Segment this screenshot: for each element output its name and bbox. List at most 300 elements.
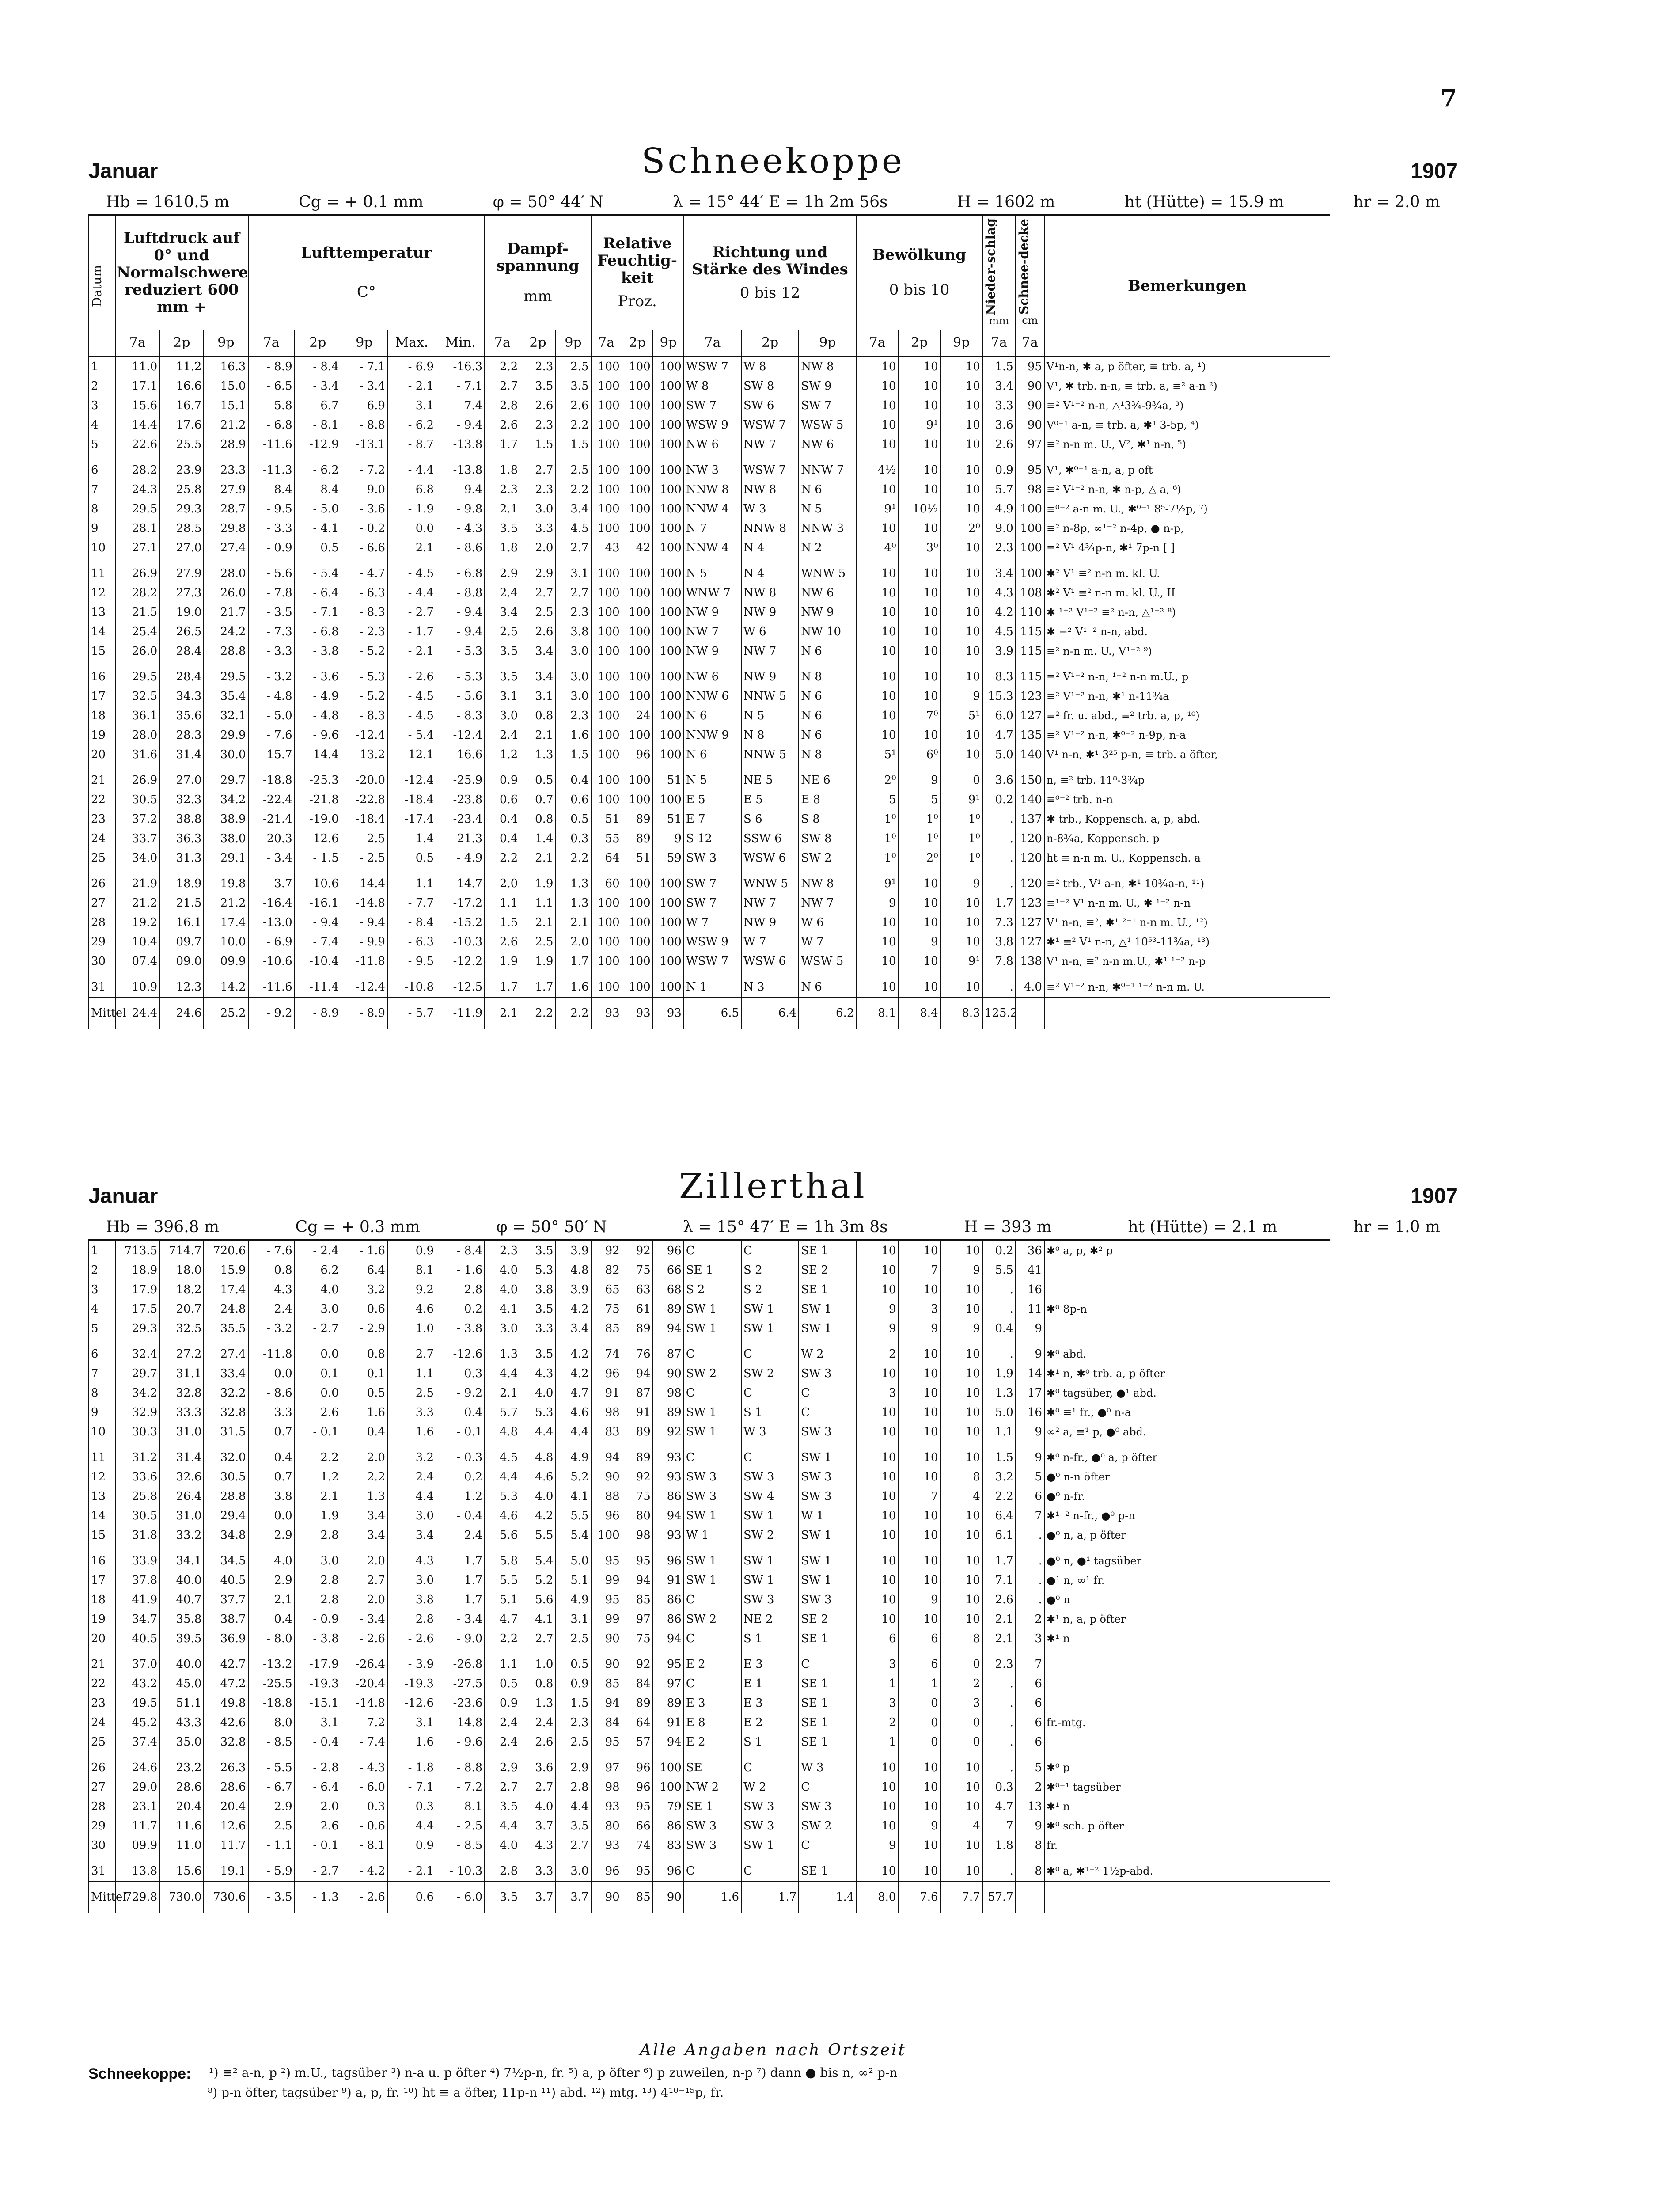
table-cell: 83 xyxy=(591,1422,622,1442)
table-cell: 37.7 xyxy=(204,1590,248,1609)
table-cell: - 3.4 xyxy=(295,376,341,396)
table-cell: 5.2 xyxy=(555,1467,591,1487)
table-cell: 93 xyxy=(653,1442,684,1467)
table-cell: 3.4 xyxy=(982,376,1016,396)
col-schneedecke: Schnee-decke cm xyxy=(1016,215,1044,330)
table-cell: 2.1 xyxy=(555,913,591,932)
table-cell: 3.4 xyxy=(520,641,555,661)
table-cell: 21 xyxy=(89,1648,115,1674)
table-cell: 100 xyxy=(653,603,684,622)
table-cell: 10 xyxy=(898,1836,940,1855)
table-cell: 1.6 xyxy=(387,1732,436,1752)
table-cell: 15.6 xyxy=(115,396,159,415)
table-cell: 18.9 xyxy=(159,868,204,893)
table-cell: 29.0 xyxy=(115,1777,159,1797)
table-cell: - 1.5 xyxy=(295,848,341,868)
table-cell: 25 xyxy=(89,848,115,868)
table-cell: 76 xyxy=(622,1338,653,1364)
table-cell: 1⁰ xyxy=(856,848,898,868)
table-cell: SW 1 xyxy=(684,1506,741,1526)
table-cell: 2.3 xyxy=(485,480,520,499)
table-cell: 96 xyxy=(591,1364,622,1383)
table-cell: 1.8 xyxy=(485,538,520,558)
table-cell: 3.5 xyxy=(520,1299,555,1319)
table-cell: - 3.3 xyxy=(248,641,295,661)
table-cell: 32.2 xyxy=(204,1383,248,1403)
table-cell: 88 xyxy=(591,1487,622,1506)
table-cell: ≡² trb., V¹ a-n, ✱¹ 10¾a-n, ¹¹) xyxy=(1044,868,1330,893)
table-cell: 89 xyxy=(653,1299,684,1319)
table-cell: 100 xyxy=(591,745,622,764)
table-cell: WSW 9 xyxy=(684,415,741,435)
table-cell: - 3.5 xyxy=(248,1881,295,1913)
table-cell: 12 xyxy=(89,583,115,603)
table-cell: C xyxy=(799,1777,856,1797)
table-cell: 2.0 xyxy=(555,932,591,952)
table-cell: - 2.5 xyxy=(436,1816,485,1836)
table-cell: SW 1 xyxy=(684,1299,741,1319)
table-cell: 115 xyxy=(1016,661,1044,687)
table-cell: 98 xyxy=(653,1383,684,1403)
table-cell: 25.8 xyxy=(115,1487,159,1506)
table-row xyxy=(89,913,1330,932)
table-cell: 100 xyxy=(591,661,622,687)
table-cell: W 6 xyxy=(799,913,856,932)
table-cell: ✱⁰ 8p-n xyxy=(1044,1299,1330,1319)
table-cell: 0.3 xyxy=(555,829,591,848)
table-cell: ≡² V¹⁻² n-n, ✱¹ n-11¾a xyxy=(1044,687,1330,706)
table-cell: 4.1 xyxy=(485,1299,520,1319)
table-cell: 9 xyxy=(653,829,684,848)
table-cell: 100 xyxy=(653,435,684,454)
table-cell: ●⁰ n, a, p öfter xyxy=(1044,1526,1330,1545)
table-cell: - 4.3 xyxy=(436,519,485,538)
table-cell: 4.3 xyxy=(387,1545,436,1571)
table-cell: 20.4 xyxy=(204,1797,248,1816)
table-cell: 23.2 xyxy=(159,1752,204,1777)
table-cell: 10 xyxy=(899,641,940,661)
table-cell: 74 xyxy=(622,1836,653,1855)
table-cell: 3.4 xyxy=(341,1526,387,1545)
table-cell: NNW 5 xyxy=(741,687,799,706)
table-cell: 10 xyxy=(856,1280,898,1299)
table-cell: - 5.3 xyxy=(436,641,485,661)
table-cell: 63 xyxy=(622,1280,653,1299)
table-cell: E 2 xyxy=(684,1648,741,1674)
table-cell: 4½ xyxy=(856,454,898,480)
table-cell: 89 xyxy=(622,1319,653,1338)
table-cell: - 9.5 xyxy=(387,952,436,971)
table-cell: 10 xyxy=(856,641,898,661)
station-params xyxy=(88,190,1458,214)
table-cell: 21.2 xyxy=(204,415,248,435)
table-cell: 729.8 xyxy=(115,1881,159,1913)
table-row xyxy=(89,1855,1330,1881)
table-cell: - 3.8 xyxy=(295,1629,341,1648)
table-cell: - 8.0 xyxy=(248,1629,295,1648)
table-cell: 90 xyxy=(1016,376,1044,396)
table-cell: 15.9 xyxy=(204,1260,248,1280)
table-cell: NW 8 xyxy=(741,480,799,499)
table-cell: 100 xyxy=(622,764,653,790)
table-cell: 100 xyxy=(622,725,653,745)
table-cell: 6 xyxy=(89,1338,115,1364)
table-cell: 75 xyxy=(622,1260,653,1280)
table-cell: 2.3 xyxy=(520,415,555,435)
table-cell: N 6 xyxy=(799,725,856,745)
table-cell: S 1 xyxy=(741,1629,799,1648)
table-cell: 8 xyxy=(1016,1855,1044,1881)
table-cell: N 5 xyxy=(684,558,741,583)
table-cell: 2.5 xyxy=(248,1816,295,1836)
table-cell: 9 xyxy=(1016,1338,1044,1364)
table-cell: 91 xyxy=(653,1713,684,1732)
table-cell: - 4.9 xyxy=(295,687,341,706)
table-cell: 2.6 xyxy=(295,1816,341,1836)
table-cell: 16 xyxy=(1016,1403,1044,1422)
table-cell: 8 xyxy=(940,1629,982,1648)
table-cell: 10 xyxy=(899,661,940,687)
table-cell: SW 1 xyxy=(684,1319,741,1338)
table-cell: 35.8 xyxy=(159,1609,204,1629)
table-cell: 2.1 xyxy=(295,1487,341,1506)
param: Cg = + 0.3 mm xyxy=(295,1218,420,1236)
table-cell: -21.3 xyxy=(436,829,485,848)
table-cell: 40.0 xyxy=(159,1571,204,1590)
table-cell: 51.1 xyxy=(159,1693,204,1713)
table-cell: 2.8 xyxy=(295,1590,341,1609)
table-cell: 32.1 xyxy=(204,706,248,725)
table-cell: ✱⁰ n-fr., ●⁰ a, p öfter xyxy=(1044,1442,1330,1467)
table-cell: 28.3 xyxy=(159,725,204,745)
table-cell: 100 xyxy=(622,913,653,932)
table-cell: WNW 7 xyxy=(684,583,741,603)
param: H = 393 m xyxy=(964,1218,1052,1236)
table-cell: 7 xyxy=(1016,1506,1044,1526)
table-cell: 2.9 xyxy=(555,1752,591,1777)
table-cell: 10 xyxy=(940,1338,982,1364)
table-cell: 2.0 xyxy=(520,538,555,558)
table-cell: C xyxy=(741,1383,799,1403)
table-cell: 1.1 xyxy=(485,893,520,913)
table-cell: 10 xyxy=(899,583,940,603)
sub-7a: 7a xyxy=(115,330,159,357)
table-cell: - 2.7 xyxy=(295,1855,341,1881)
table-cell: 138 xyxy=(1016,952,1044,971)
table-cell: SE 2 xyxy=(799,1260,856,1280)
table-cell: - 9.4 xyxy=(295,913,341,932)
table-cell: 3.7 xyxy=(555,1881,591,1913)
table-cell: 33.9 xyxy=(115,1545,159,1571)
table-cell: SW 1 xyxy=(799,1571,856,1590)
table-cell: 16.6 xyxy=(159,376,204,396)
table-cell: W 1 xyxy=(799,1506,856,1526)
table-cell: 100 xyxy=(591,932,622,952)
table-cell: 10 xyxy=(898,1240,940,1261)
table-cell: 10 xyxy=(856,480,898,499)
table-cell: 10 xyxy=(940,396,982,415)
table-cell: 60 xyxy=(591,868,622,893)
table-cell: SW 3 xyxy=(799,1422,856,1442)
table-cell: 31.0 xyxy=(159,1422,204,1442)
table-cell: S 1 xyxy=(741,1403,799,1422)
table-cell: 100 xyxy=(653,706,684,725)
table-cell: 10 xyxy=(898,1545,940,1571)
table-cell: 3.4 xyxy=(387,1526,436,1545)
table-cell xyxy=(1044,1674,1330,1693)
table-cell: 93 xyxy=(653,997,684,1029)
table-cell: N 6 xyxy=(799,706,856,725)
table-cell: SW 3 xyxy=(741,1467,799,1487)
table-cell: 98 xyxy=(622,1526,653,1545)
table-cell: -18.4 xyxy=(387,790,436,809)
table-cell: 0.0 xyxy=(295,1383,341,1403)
year-label: 1907 xyxy=(1411,1184,1458,1208)
table-cell: N 6 xyxy=(684,745,741,764)
table-cell: SW 3 xyxy=(741,1816,799,1836)
table-cell: 0 xyxy=(898,1732,940,1752)
table-cell: 3.1 xyxy=(485,687,520,706)
table-cell: 4.1 xyxy=(555,1487,591,1506)
table-cell: -17.9 xyxy=(295,1648,341,1674)
table-cell: 14.4 xyxy=(115,415,159,435)
table-cell: N 8 xyxy=(741,725,799,745)
table-cell: 0.4 xyxy=(436,1403,485,1422)
table-cell: 40.7 xyxy=(159,1590,204,1609)
table-cell: 96 xyxy=(622,1777,653,1797)
table-cell: 10 xyxy=(856,583,898,603)
table-cell: SW 3 xyxy=(741,1590,799,1609)
table-cell: 10 xyxy=(856,971,898,997)
table-cell: - 4.5 xyxy=(387,706,436,725)
table-cell: SW 3 xyxy=(799,1590,856,1609)
table-cell: -12.6 xyxy=(436,1338,485,1364)
table-cell: 26.9 xyxy=(115,764,159,790)
table-cell: . xyxy=(982,1299,1016,1319)
table-cell: ✱⁰ sch. p öfter xyxy=(1044,1816,1330,1836)
table-cell: 2.9 xyxy=(248,1526,295,1545)
table-row xyxy=(89,376,1330,396)
table-cell: 100 xyxy=(591,706,622,725)
table-cell: C xyxy=(799,1383,856,1403)
table-cell: 4.3 xyxy=(520,1836,555,1855)
table-cell: 720.6 xyxy=(204,1240,248,1261)
table-row xyxy=(89,357,1330,376)
table-cell: 3.0 xyxy=(520,499,555,519)
table-cell: 19.0 xyxy=(159,603,204,622)
sub-7a: 7a xyxy=(248,330,295,357)
table-cell: 75 xyxy=(591,1299,622,1319)
table-cell: 10 xyxy=(856,558,898,583)
table-cell: 28.2 xyxy=(115,454,159,480)
table-cell: ≡² V¹⁻² n-n, ¹⁻² n-n m.U., p xyxy=(1044,661,1330,687)
table-cell: - 6.8 xyxy=(387,480,436,499)
sub-2p: 2p xyxy=(622,330,653,357)
table-cell: 100 xyxy=(622,603,653,622)
table-row xyxy=(89,558,1330,583)
table-cell: - 8.3 xyxy=(341,603,387,622)
table-cell: 4 xyxy=(89,1299,115,1319)
table-cell: 28.7 xyxy=(204,499,248,519)
table-cell: 94 xyxy=(653,1319,684,1338)
table-cell: 2.9 xyxy=(248,1571,295,1590)
table-cell: 10 xyxy=(940,1526,982,1545)
table-cell: SSW 6 xyxy=(741,829,799,848)
table-cell: 10 xyxy=(856,1855,898,1881)
table-cell: SE 1 xyxy=(684,1260,741,1280)
table-cell: - 6.4 xyxy=(295,1777,341,1797)
table-cell: 3.0 xyxy=(485,706,520,725)
table-cell: 17.9 xyxy=(115,1280,159,1299)
table-cell: 68 xyxy=(653,1280,684,1299)
table-cell: - 5.5 xyxy=(248,1752,295,1777)
table-cell: - 4.9 xyxy=(436,848,485,868)
table-cell: C xyxy=(741,1855,799,1881)
table-cell: 2.7 xyxy=(555,1836,591,1855)
table-cell: 10 xyxy=(940,376,982,396)
sub-7a: 7a xyxy=(856,330,898,357)
table-cell: 6 xyxy=(1016,1693,1044,1713)
table-cell: 31.5 xyxy=(204,1422,248,1442)
table-cell: 125.2 xyxy=(982,997,1016,1029)
table-cell: - 2.6 xyxy=(341,1881,387,1913)
table-cell: 100 xyxy=(591,1526,622,1545)
table-cell: -19.0 xyxy=(295,809,341,829)
table-cell: 1.7 xyxy=(520,971,555,997)
table-cell: 98 xyxy=(591,1403,622,1422)
table-cell: - 5.4 xyxy=(295,558,341,583)
table-cell: 2.3 xyxy=(520,480,555,499)
table-cell: 83 xyxy=(653,1836,684,1855)
table-cell: WSW 6 xyxy=(741,952,799,971)
table-cell: 10 xyxy=(940,480,982,499)
table-cell: - 8.3 xyxy=(341,706,387,725)
table-cell: 3 xyxy=(856,1693,898,1713)
table-cell: -23.4 xyxy=(436,809,485,829)
table-cell: 96 xyxy=(591,1855,622,1881)
table-row xyxy=(89,1629,1330,1648)
table-cell: 110 xyxy=(1016,603,1044,622)
table-cell: 90 xyxy=(1016,396,1044,415)
table-cell: ✱¹ n xyxy=(1044,1797,1330,1816)
table-cell: 1 xyxy=(856,1674,898,1693)
table-cell: 99 xyxy=(591,1571,622,1590)
table-cell: -13.0 xyxy=(248,913,295,932)
table-cell: 85 xyxy=(591,1674,622,1693)
table-row xyxy=(89,641,1330,661)
table-cell: 21.2 xyxy=(204,893,248,913)
sub-2p: 2p xyxy=(520,330,555,357)
table-cell: - 9.2 xyxy=(436,1383,485,1403)
table-cell: 64 xyxy=(622,1713,653,1732)
table-cell: -25.5 xyxy=(248,1674,295,1693)
table-cell: 21.2 xyxy=(115,893,159,913)
table-cell: 1.6 xyxy=(684,1881,741,1913)
table-cell: 4.6 xyxy=(485,1506,520,1526)
table-cell: 123 xyxy=(1016,687,1044,706)
table-cell: 64 xyxy=(591,848,622,868)
table-cell: 100 xyxy=(653,641,684,661)
table-cell: - 8.1 xyxy=(341,1836,387,1855)
table-cell: -20.3 xyxy=(248,829,295,848)
table-cell: 14 xyxy=(1016,1364,1044,1383)
table-cell: 10 xyxy=(899,396,940,415)
table-cell: - 7.4 xyxy=(341,1732,387,1752)
table-cell: - 0.3 xyxy=(436,1442,485,1467)
table-cell: - 2.1 xyxy=(387,1855,436,1881)
table-cell: 2.2 xyxy=(485,1629,520,1648)
table-cell: 6 xyxy=(1016,1732,1044,1752)
table-cell: 96 xyxy=(622,745,653,764)
table-row xyxy=(89,1403,1330,1422)
table-cell: -10.6 xyxy=(248,952,295,971)
table-cell: 11 xyxy=(89,1442,115,1467)
table-cell: 3.4 xyxy=(520,661,555,687)
table-row xyxy=(89,1836,1330,1855)
table-cell: 4.4 xyxy=(485,1816,520,1836)
table-cell: 3 xyxy=(856,1383,898,1403)
table-cell: C xyxy=(684,1674,741,1693)
table-cell: 10 xyxy=(898,1383,940,1403)
table-cell: - 0.9 xyxy=(295,1609,341,1629)
table-cell: 90 xyxy=(653,1881,684,1913)
table-cell: 0.2 xyxy=(436,1299,485,1319)
table-cell: 10 xyxy=(856,661,898,687)
table-cell: 4.2 xyxy=(555,1299,591,1319)
table-cell: 2.6 xyxy=(520,622,555,641)
table-cell: 3.4 xyxy=(341,1506,387,1526)
table-cell: 12.6 xyxy=(204,1816,248,1836)
table-cell: 5.5 xyxy=(485,1571,520,1590)
table-row xyxy=(89,1777,1330,1797)
table-cell: 2.7 xyxy=(485,1777,520,1797)
table-cell: NW 7 xyxy=(741,893,799,913)
table-cell: WSW 7 xyxy=(684,952,741,971)
table-cell: 4.4 xyxy=(387,1487,436,1506)
table-cell: 6.2 xyxy=(295,1260,341,1280)
table-cell: 5¹ xyxy=(856,745,898,764)
table-cell: 80 xyxy=(622,1506,653,1526)
table-cell: . xyxy=(982,971,1016,997)
table-cell: ✱¹ ≡² V¹ n-n, △¹ 10⁵³-11¾a, ¹³) xyxy=(1044,932,1330,952)
table-cell: SW 3 xyxy=(741,1797,799,1816)
table-cell: 28.6 xyxy=(159,1777,204,1797)
table-cell: 3.6 xyxy=(982,415,1016,435)
table-cell: 4.8 xyxy=(485,1422,520,1442)
table-cell: 25.5 xyxy=(159,435,204,454)
table-cell: 100 xyxy=(622,480,653,499)
table-cell: 5 xyxy=(1016,1752,1044,1777)
table-cell: 4.0 xyxy=(520,1797,555,1816)
table-cell: 95 xyxy=(591,1545,622,1571)
table-cell: 6 xyxy=(898,1629,940,1648)
table-cell: -23.8 xyxy=(436,790,485,809)
table-cell: 29.4 xyxy=(204,1506,248,1526)
table-cell: 10 xyxy=(856,1797,898,1816)
col-bemerkungen: Bemerkungen xyxy=(1044,215,1330,357)
table-cell: 2.8 xyxy=(295,1571,341,1590)
sub-9p: 9p xyxy=(555,330,591,357)
sub-7a: 7a xyxy=(684,330,741,357)
table-cell: 2.2 xyxy=(485,357,520,376)
table-cell: - 7.6 xyxy=(248,1240,295,1261)
table-cell: ✱¹ n, ✱⁰ trb. a, p öfter xyxy=(1044,1364,1330,1383)
table-row xyxy=(89,725,1330,745)
table-cell: 1.3 xyxy=(485,1338,520,1364)
table-cell: ●⁰ n-fr. xyxy=(1044,1487,1330,1506)
table-cell: 1⁰ xyxy=(940,809,982,829)
table-cell: SW 3 xyxy=(799,1467,856,1487)
